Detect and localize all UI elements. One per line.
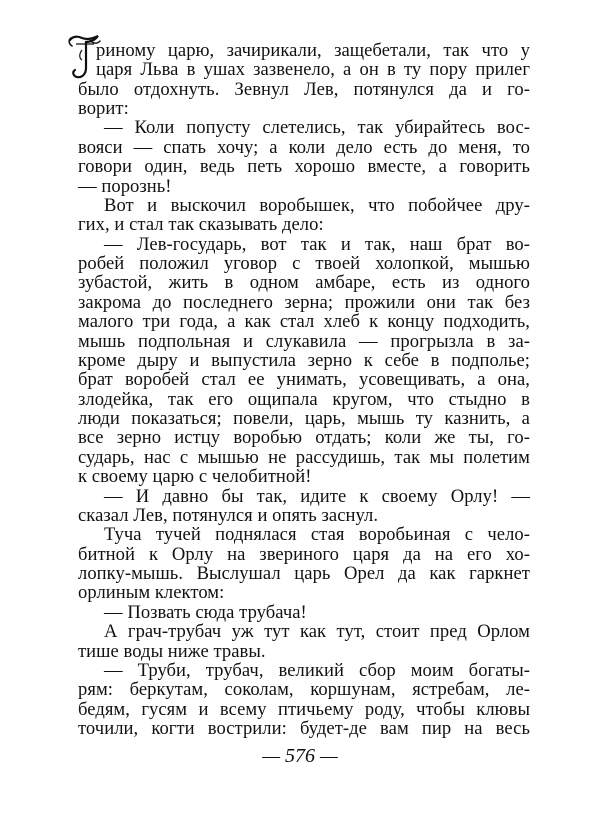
text-line: — порознь! xyxy=(78,175,172,197)
text-line: царя Льва в ушах зазвенело, а он в ту пору прилег xyxy=(96,59,530,81)
text-line: лопку-мышь. Выслушал царь Орел да как гаркнет xyxy=(78,563,530,585)
text-line: — Лев-государь, вот так и так, наш брат во- xyxy=(104,233,530,255)
text-line: сударь, нас с мышью не рассудишь, так мы полетим xyxy=(78,446,530,468)
text-line: рям: беркутам, соколам, коршунам, ястребам, ле- xyxy=(78,679,530,701)
text-line: сказал Лев, потянулся и опять заснул. xyxy=(78,504,379,526)
text-line: орлиным клектом: xyxy=(78,582,225,604)
text-line: брат воробей стал ее унимать, усовещивать, а она, xyxy=(78,369,530,391)
text-line: — Труби, трубач, великий сбор моим богаты- xyxy=(104,659,530,681)
text-line: тише воды ниже травы. xyxy=(78,640,266,662)
text-line: бедям, гусям и всему птичьему роду, чтобы клювы xyxy=(78,698,530,720)
text-line: Туча тучей поднялася стая воробьиная с чело- xyxy=(104,524,530,546)
text-line: — Позвать сюда трубача! xyxy=(104,601,307,623)
text-line: люди показаться; повели, царь, мышь ту казнить, а xyxy=(78,408,530,430)
text-line: вояси — спать хочу; а коли дело есть до меня, то xyxy=(78,136,530,158)
text-line: риному царю, зачирикали, защебетали, так что у xyxy=(96,40,530,61)
text-line: точили, когти вострили: будет-де вам пир на весь xyxy=(78,718,530,739)
text-line: битной к Орлу на звериного царя да на его хо- xyxy=(78,543,530,565)
text-line: все зерно истцу воробью отдать; коли же ты, го- xyxy=(78,427,530,449)
text-line: закрома до последнего зерна; прожили они так без xyxy=(78,291,530,313)
text-line: малого три года, а как стал хлеб к концу подходить, xyxy=(78,311,530,333)
text-line: говори один, ведь петь хорошо вместе, а говорить xyxy=(78,156,530,178)
text-line: А грач-трубач уж тут как тут, стоит пред Орлом xyxy=(104,621,530,643)
text-line: Вот и выскочил воробышек, что побойчее дру- xyxy=(104,194,530,216)
text-line: робей положил уговор с твоей холопкой, мышью xyxy=(78,253,530,275)
text-line: зубастой, жить в одном амбаре, есть из одного xyxy=(78,272,530,294)
text-line: — И давно бы так, идите к своему Орлу! — xyxy=(104,485,530,507)
text-line: к своему царю с челобитной! xyxy=(78,466,312,488)
text-line: гих, и стал так сказывать дело: xyxy=(78,214,324,236)
text-line: — Коли попусту слетелись, так убирайтесь вос- xyxy=(104,117,530,139)
text-line: кроме дыру и выпустила зерно к себе в подполье; xyxy=(78,349,530,371)
text-line: злодейка, так его ощипала кругом, что стыдно в xyxy=(78,388,530,410)
page-number: — 576 — xyxy=(262,745,338,767)
text-line: ворит: xyxy=(78,98,129,120)
text-line: было отдохнуть. Зевнул Лев, потянулся да и го- xyxy=(78,78,530,100)
text-line: мышь подпольная и слукавила — прогрызла в за- xyxy=(78,330,530,352)
